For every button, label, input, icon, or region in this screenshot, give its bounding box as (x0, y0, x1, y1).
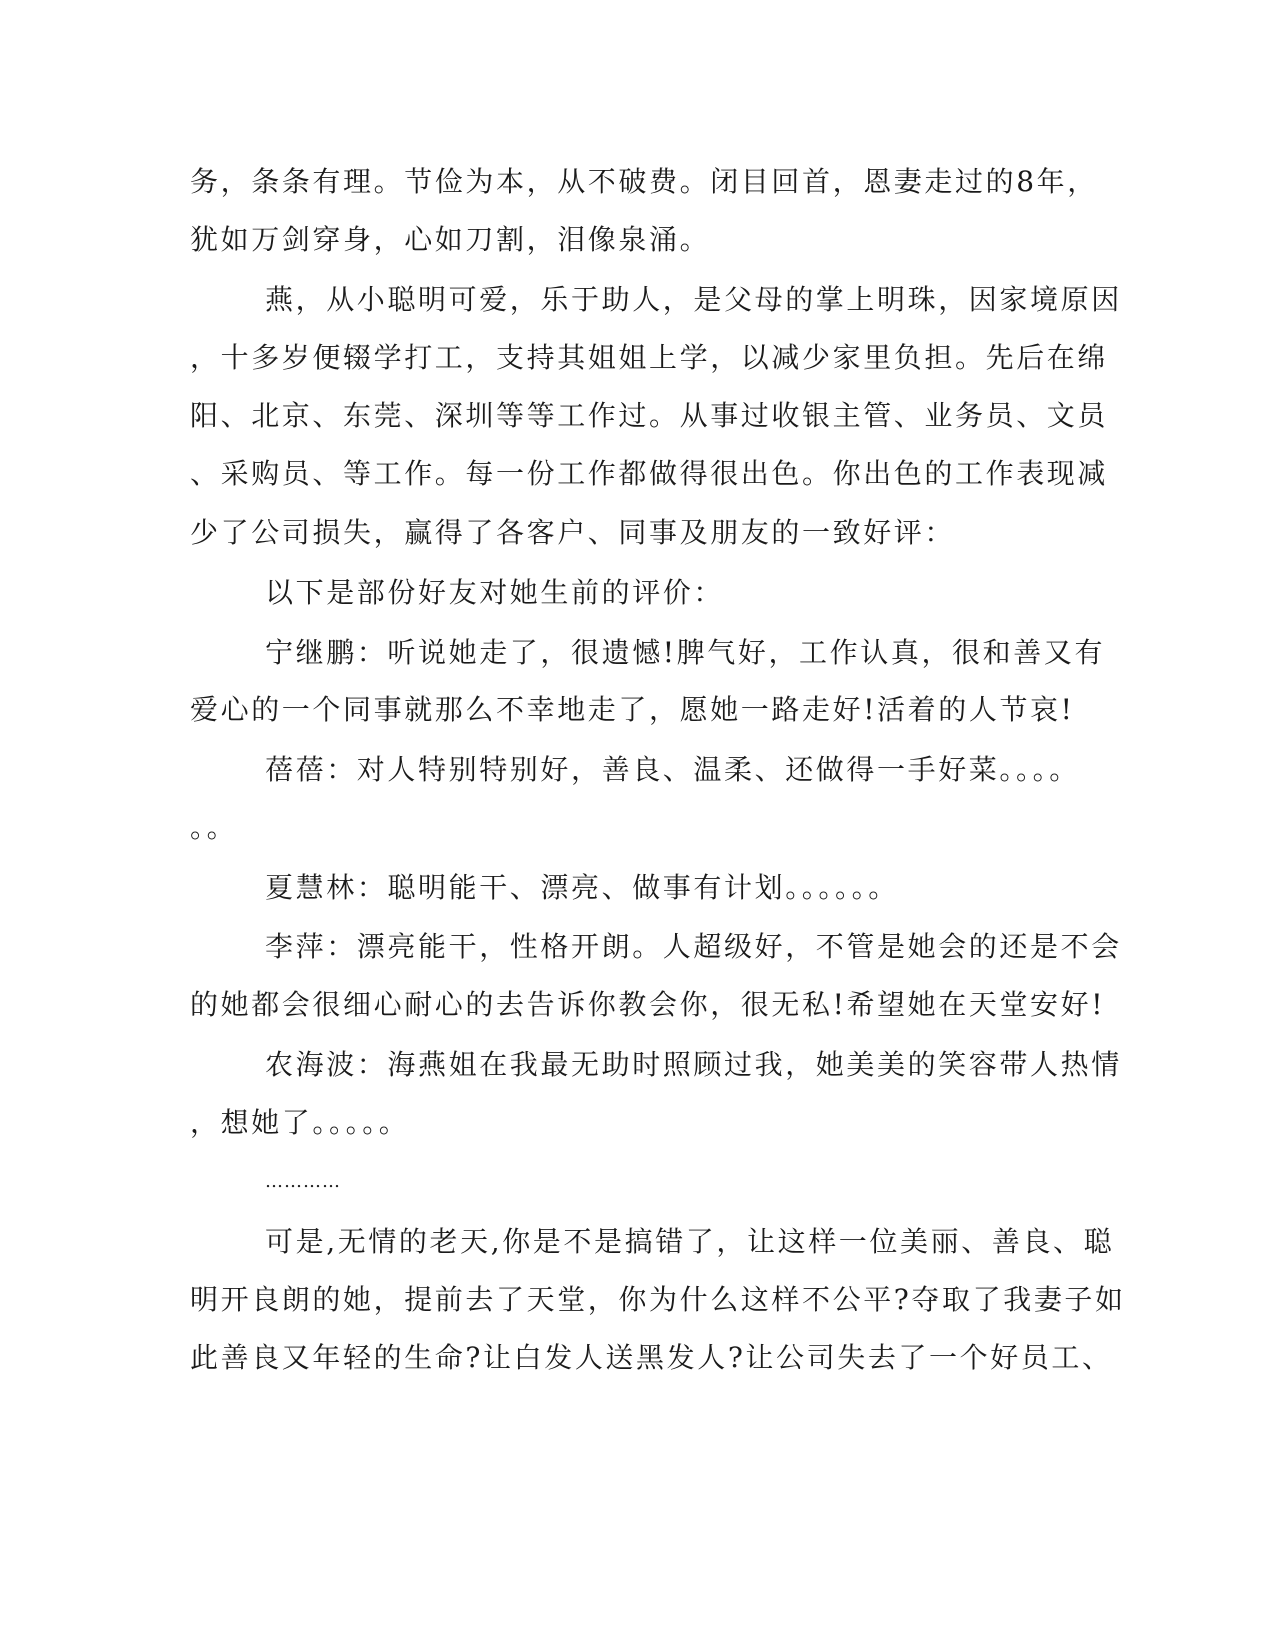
paragraph-line: 少了公司损失，赢得了各客户、同事及朋友的一致好评： (190, 516, 956, 549)
ellipsis-line: ………… (265, 1171, 341, 1192)
paragraph-line: 、采购员、等工作。每一份工作都做得很出色。你出色的工作表现减 (190, 457, 1109, 490)
paragraph-line: 以下是部份好友对她生前的评价： (265, 576, 725, 609)
paragraph-line: 此善良又年轻的生命?让白发人送黑发人?让公司失去了一个好员工、 (190, 1341, 1113, 1374)
paragraph-line: 燕，从小聪明可爱，乐于助人，是父母的掌上明珠，因家境原因 (265, 283, 1122, 316)
paragraph-line: 的她都会很细心耐心的去告诉你教会你，很无私!希望她在天堂安好! (190, 988, 1106, 1021)
paragraph-line: ，想她了。。。。。 (190, 1106, 410, 1139)
paragraph-line: 务，条条有理。节俭为本，从不破费。闭目回首，恩妻走过的8年， (190, 165, 1098, 198)
paragraph-line: 犹如万剑穿身，心如刀割，泪像泉涌。 (190, 223, 711, 256)
paragraph-line: 李萍：漂亮能干，性格开朗。人超级好，不管是她会的还是不会 (265, 930, 1122, 963)
paragraph-line: 夏慧林：聪明能干、漂亮、做事有计划。。。。。。 (265, 871, 899, 904)
paragraph-line: 。。 (190, 811, 238, 844)
paragraph-line: 明开良朗的她，提前去了天堂，你为什么这样不公平?夺取了我妻子如 (190, 1283, 1126, 1316)
paragraph-line: 农海波：海燕姐在我最无助时照顾过我，她美美的笑容带人热情 (265, 1048, 1122, 1081)
paragraph-line: 宁继鹏：听说她走了，很遗憾!脾气好，工作认真，很和善又有 (265, 636, 1106, 669)
paragraph-line: 阳、北京、东莞、深圳等等工作过。从事过收银主管、业务员、文员 (190, 399, 1109, 432)
paragraph-line: 可是,无情的老天,你是不是搞错了，让这样一位美丽、善良、聪 (265, 1225, 1115, 1258)
paragraph-line: 蓓蓓：对人特别特别好，善良、温柔、还做得一手好菜。。。。 (265, 753, 1080, 786)
paragraph-line: ，十多岁便辍学打工，支持其姐姐上学，以减少家里负担。先后在绵 (190, 341, 1109, 374)
paragraph-line: 爱心的一个同事就那么不幸地走了，愿她一路走好!活着的人节哀! (190, 693, 1075, 726)
